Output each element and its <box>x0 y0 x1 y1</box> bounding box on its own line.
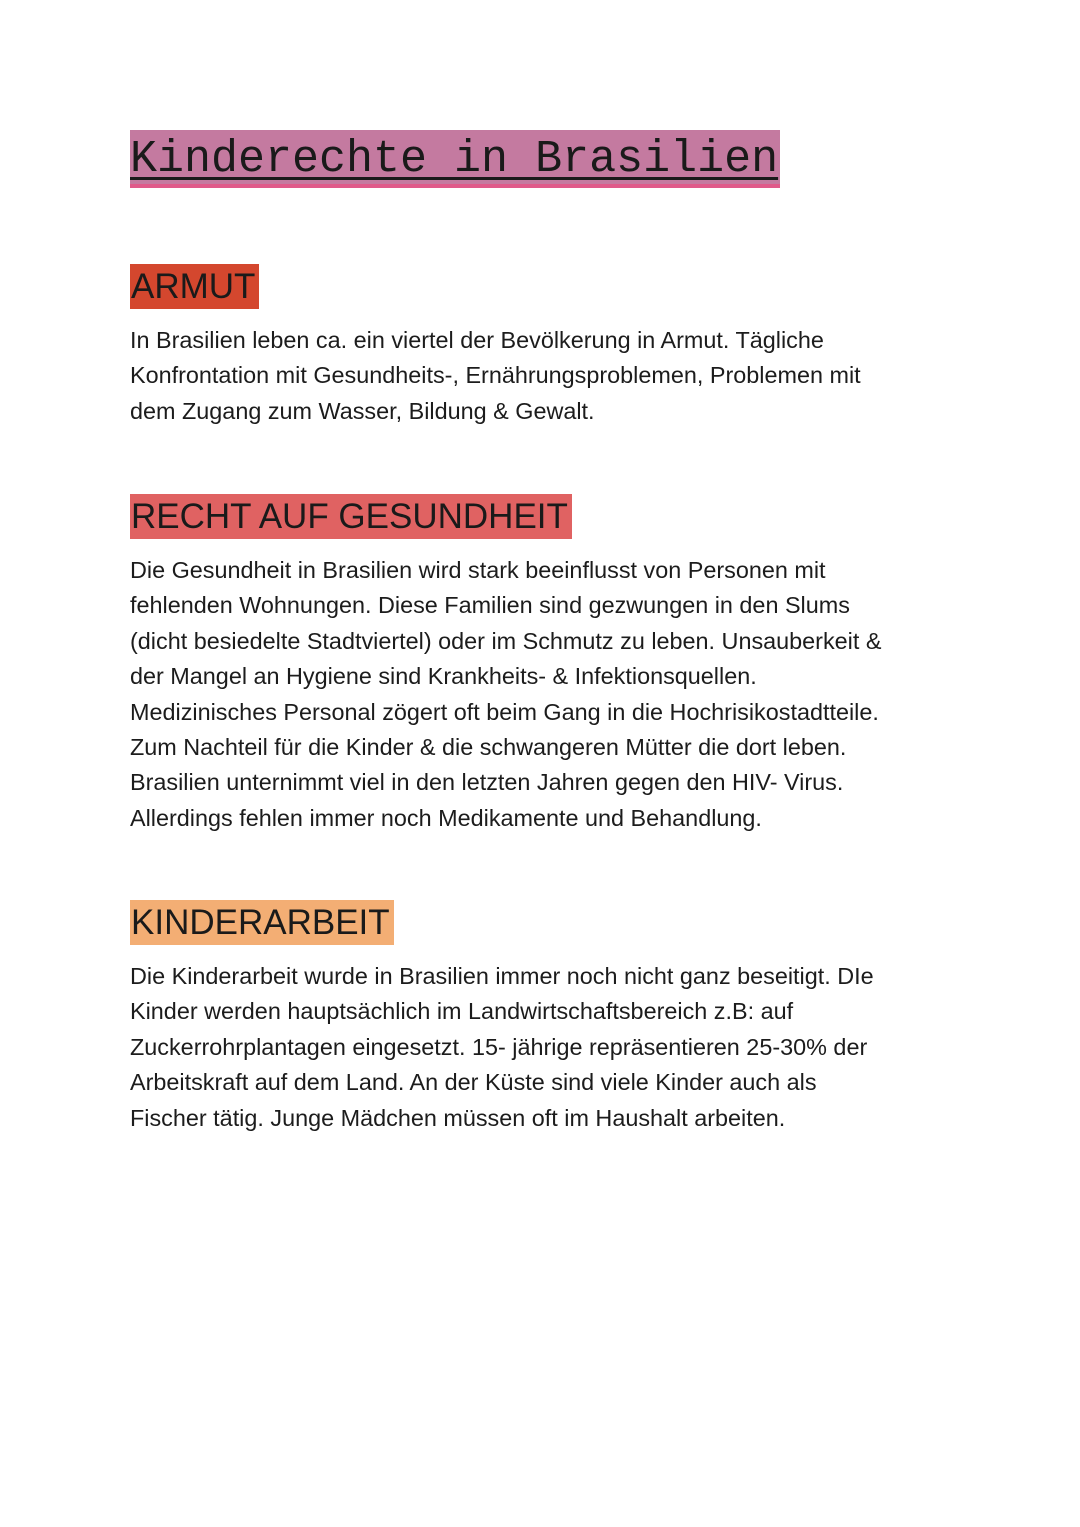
text-line: fehlenden Wohnungen. Diese Familien sind gezwungen in den Slums <box>130 592 850 619</box>
text-line: (dicht besiedelte Stadtviertel) oder im Schmutz zu leben. Unsauberkeit & <box>130 627 882 654</box>
text-line: Arbeitskraft auf dem Land. An der Küste sind viele Kinder auch als <box>130 1069 817 1096</box>
text-line: Konfrontation mit Gesundheits-, Ernährungsproblemen, Problemen mit <box>130 362 861 389</box>
section-heading-gesundheit: RECHT AUF GESUNDHEIT <box>130 494 572 539</box>
text-line: Allerdings fehlen immer noch Medikamente und Behandlung. <box>130 804 762 831</box>
text-line: In Brasilien leben ca. ein viertel der Bevölkerung in Armut. Tägliche <box>130 327 824 353</box>
text-line: der Mangel an Hygiene sind Krankheits- & Infektionsquellen. <box>130 663 757 690</box>
text-line: Kinder werden hauptsächlich im Landwirtschaftsbereich z.B: auf <box>130 998 794 1025</box>
text-line: Brasilien unternimmt viel in den letzten Jahren gegen den HIV- Virus. <box>130 769 844 796</box>
text-line: Medizinisches Personal zögert oft beim Gang in die Hochrisikostadtteile. <box>130 698 879 725</box>
section-text-kinderarbeit <box>130 959 960 1136</box>
text-line: Fischer tätig. Junge Mädchen müssen oft im Haushalt arbeiten. <box>130 1104 786 1131</box>
page-title: Kinderechte in Brasilien <box>130 130 780 188</box>
section-heading-armut: ARMUT <box>130 264 259 309</box>
section-text-gesundheit <box>130 553 960 836</box>
section-text-armut <box>130 323 960 429</box>
text-line: Die Kinderarbeit wurde in Brasilien immer noch nicht ganz beseitigt. DIe <box>130 963 874 989</box>
section-heading-kinderarbeit: KINDERARBEIT <box>130 900 394 945</box>
text-line: Die Gesundheit in Brasilien wird stark beeinflusst von Personen mit <box>130 557 826 583</box>
text-line: dem Zugang zum Wasser, Bildung & Gewalt. <box>130 397 595 424</box>
text-line: Zum Nachteil für die Kinder & die schwangeren Mütter die dort leben. <box>130 734 847 761</box>
text-line: Zuckerrohrplantagen eingesetzt. 15- jährige repräsentieren 25-30% der <box>130 1033 868 1060</box>
